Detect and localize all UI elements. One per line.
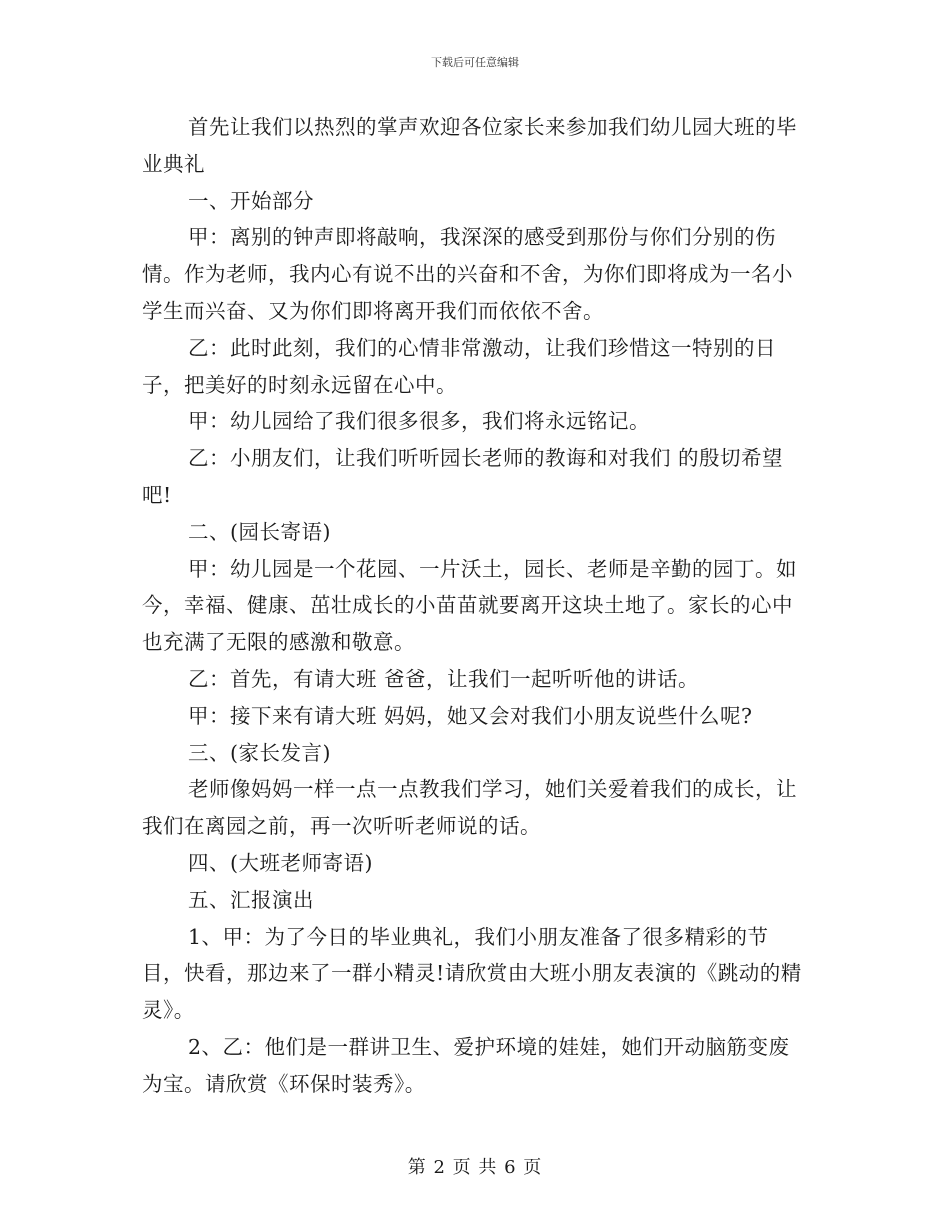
paragraph-3: 乙：此时此刻，我们的心情非常激动，让我们珍惜这一特别的日子，把美好的时刻永远留在心中。 (142, 335, 776, 397)
paragraph-4: 甲：幼儿园给了我们很多很多，我们将永远铭记。 (188, 409, 650, 434)
paragraph-2: 甲：离别的钟声即将敲响，我深深的感受到那份与你们分别的伤情。作为老师，我内心有说不出的兴奋和不舍，为你们即将成为一名小学生而兴奋、又为你们即将离开我们而依依不舍。 (142, 225, 793, 323)
paragraph-9: 老师像妈妈一样一点一点教我们学习，她们关爱着我们的成长，让我们在离园之前，再一次听听老师说的话。 (142, 777, 797, 839)
section-heading-1: 一、开始部分 (188, 188, 314, 213)
paragraph-7: 乙：首先，有请大班 爸爸，让我们一起听听他的讲话。 (188, 666, 700, 691)
section-heading-5: 五、汇报演出 (188, 887, 314, 912)
paragraph-6: 甲：幼儿园是一个花园、一片沃土，园长、老师是辛勤的园丁。如今，幸福、健康、茁壮成长的小苗苗就要离开这块土地了。家长的心中也充满了无限的感激和敬意。 (142, 556, 797, 655)
section-heading-2: 二、(园长寄语) (188, 519, 331, 544)
paragraph-5: 乙：小朋友们，让我们听听园长老师的教诲和对我们 的殷切希望吧! (142, 446, 784, 507)
document-body (142, 109, 810, 1103)
section-heading-3: 三、(家长发言) (188, 740, 331, 765)
paragraph-1: 首先让我们以热烈的掌声欢迎各位家长来参加我们幼儿园大班的毕业典礼 (142, 115, 797, 176)
section-heading-4: 四、(大班老师寄语) (188, 850, 373, 875)
page-number-footer: 第 2 页 共 6 页 (407, 1157, 543, 1178)
paragraph-10: 1、甲：为了今日的毕业典礼，我们小朋友准备了很多精彩的节目，快看，那边来了一群小精灵!请欣赏由大班小朋友表演的《跳动的精灵》。 (142, 924, 802, 1023)
paragraph-11: 2、乙：他们是一群讲卫生、爱护环境的娃娃，她们开动脑筋变废为宝。请欣赏《环保时装秀》。 (142, 1034, 790, 1096)
paragraph-8: 甲：接下来有请大班 妈妈，她又会对我们小朋友说些什么呢? (188, 703, 753, 728)
header-note: 下载后可任意编辑 (431, 56, 519, 69)
